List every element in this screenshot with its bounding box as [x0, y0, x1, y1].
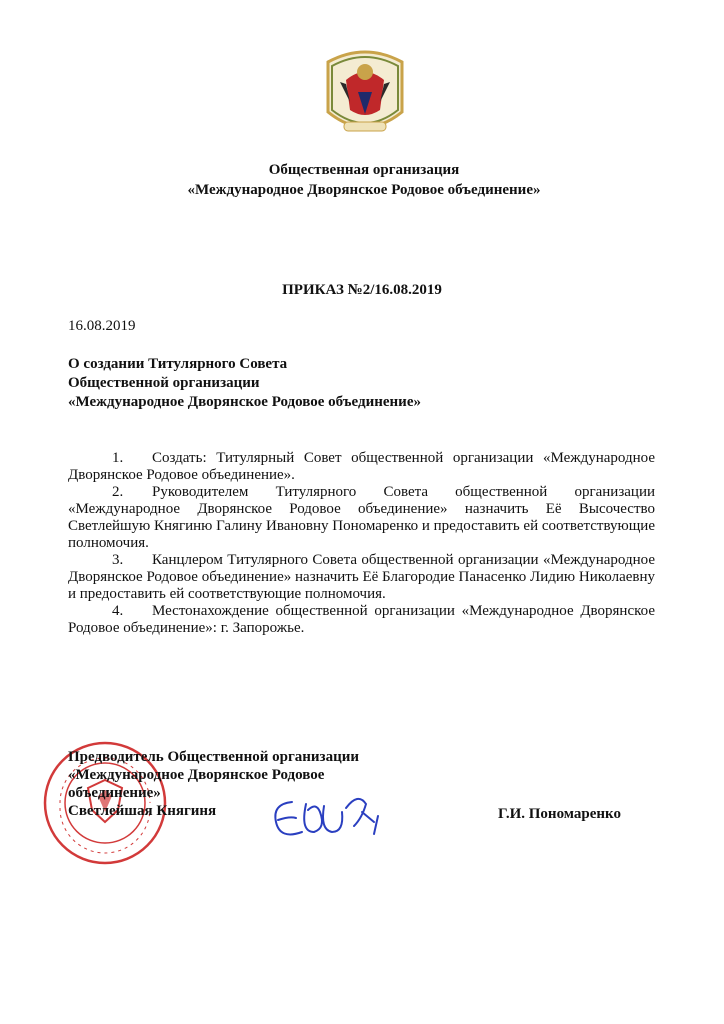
signatory-line1: Предводитель Общественной организации [68, 749, 360, 765]
order-item [68, 484, 655, 552]
item-text: Создать: Титулярный Совет общественной организации «Международное Дворянское Родовое объединение». [68, 450, 655, 483]
subject-line3: «Международное Дворянское Родовое объединение» [68, 394, 421, 410]
item-number: 3. [112, 552, 124, 568]
handwritten-signature [262, 782, 392, 852]
order-subject [68, 355, 421, 412]
order-item [68, 603, 655, 637]
order-item [68, 450, 655, 484]
item-number: 4. [112, 603, 124, 619]
order-item [68, 552, 655, 603]
coat-of-arms-emblem [318, 42, 412, 142]
subject-line1: О создании Титулярного Совета [68, 356, 288, 372]
signatory-line2: «Международное Дворянское Родовое [68, 767, 325, 783]
signatory-line3: объединение» [68, 785, 161, 801]
order-items-list [68, 450, 655, 637]
order-title: ПРИКАЗ №2/16.08.2019 [282, 282, 442, 298]
organization-heading [0, 160, 724, 200]
org-heading-line1: Общественная организация [268, 162, 460, 178]
item-number: 2. [112, 484, 124, 500]
signatory-line4: Светлейшая Княгиня [68, 803, 217, 819]
subject-line2: Общественной организации [68, 375, 260, 391]
item-number: 1. [112, 450, 124, 466]
org-heading-line2: «Международное Дворянское Родовое объединение» [187, 182, 541, 198]
item-text: Руководителем Титулярного Совета общественной организации «Международное Дворянское Родовое объединение» назначить Её Высочество Светлейшую Княгиню Галину Ивановну Пономаренко и предоставить ей соответствующие полномочия. [68, 484, 655, 551]
item-text: Местонахождение общественной организации «Международное Дворянское Родовое объединение»: г. Запорожье. [68, 603, 655, 636]
item-text: Канцлером Титулярного Совета общественной организации «Международное Дворянское Родовое объединение» назначить Её Благородие Панасенко Лидию Николаевну и предоставить ей соответствующие полномочия. [68, 552, 655, 602]
signatory-name: Г.И. Пономаренко [498, 806, 621, 822]
order-date: 16.08.2019 [68, 318, 136, 334]
